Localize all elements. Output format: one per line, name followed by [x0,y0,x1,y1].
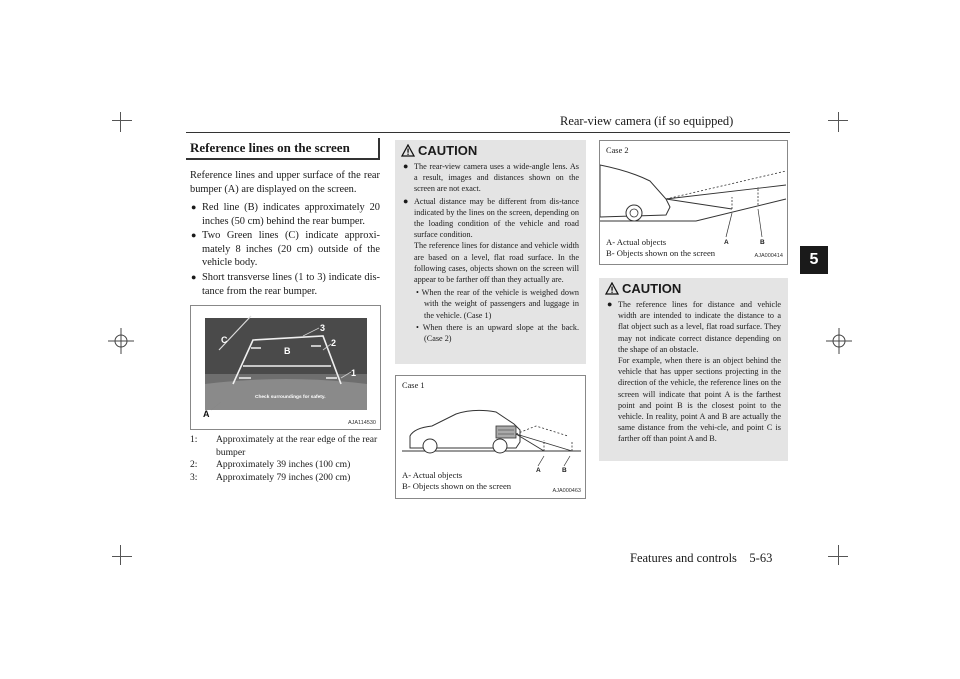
callout-b: B [284,346,291,356]
caution-title: CAUTION [599,278,788,299]
warning-triangle-icon [605,282,619,295]
case2-figure-code: AJA000414 [754,253,783,259]
section-bullets [190,201,380,299]
caution-item-extra: For example, when there is an object behind the vehicle that has upper sections projecting in the direction of the vehicle, the reference lines on the screen will indicate that point A is the farthest point and point B is the closest point to the vehicle. In reality, point A and B are actually the same distance from the vehi-cle, and point C is farther off than point A and B. [618,356,781,444]
case1-legend: A- Actual objects B- Objects shown on the screen [402,470,512,492]
chapter-tab: 5 [800,246,828,274]
caution-title: CAUTION [395,140,586,161]
case1-figure-code: AJA000463 [552,488,581,494]
crop-mark [838,112,839,132]
crop-mark [828,556,848,557]
bullet-item: ● Two Green lines (C) indicate approxi-mately 8 inches (20 cm) outside of the vehicle body. [191,230,380,269]
case2-legend: A- Actual objects B- Objects shown on the screen [606,237,716,259]
bullet-item: ● Red line (B) indicates approximately 20 inches (50 cm) behind the rear bumper. [191,202,380,227]
caution-item-extra: The reference lines for distance and vehicle width are based on a level, flat road surface. In the following cases, objects shown on the screen will appear to be farther off than they actually are. [414,241,579,285]
caution-sub-item: • When the rear of the vehicle is weighed down with the weight of passengers and luggage in the vehicle. (Case 1) [416,288,579,320]
crop-mark [828,120,848,121]
section-intro: Reference lines and upper surface of the rear bumper (A) are displayed on the screen. [190,170,380,195]
crop-mark [112,120,132,121]
crop-mark [112,556,132,557]
page-header-title: Rear-view camera (if so equipped) [560,114,734,128]
section-heading: Reference lines on the screen [186,138,380,160]
crop-mark [838,545,839,565]
callout-c: C [221,335,228,345]
case2-label: Case 2 [606,146,629,155]
registration-mark [108,328,134,354]
case2-figure [599,140,788,265]
screen-message: Check surroundings for safety. [255,395,326,400]
caution-item: ● Actual distance may be different from dis-tance indicated by the lines on the screen, depending on the loading condition of the vehicle and road surface condition. The reference lines for distance and vehicle width are based on a level, flat road surface. In the following cases, objects shown on the screen will appear to be farther off than they actually are. • When the rear of the vehicle is weighed down with the weight of passengers and luggage in the vehicle. (Case 1) • When there is an upward slope at the back. (Case 2) [403,195,579,344]
crop-mark [120,112,121,132]
warning-triangle-icon [401,144,415,157]
case1-figure [395,375,586,499]
caution-box [395,140,586,364]
figure-legend [190,434,382,484]
legend-item: 3: Approximately 79 inches (200 cm) [190,471,351,483]
callout-2: 2 [331,338,337,348]
callout-a: A [203,409,210,419]
caution-item: ● The rear-view camera uses a wide-angle lens. As a result, images and distances shown on the screen are not exact. [403,161,579,194]
caution-box-2 [599,278,788,461]
crop-mark [120,545,121,565]
legend-item: 2: Approximately 39 inches (100 cm) [190,459,351,471]
bullet-item: ● Short transverse lines (1 to 3) indicate dis-tance from the rear bumper. [191,271,380,297]
caution-sub-item: • When there is an upward slope at the back. (Case 2) [416,322,579,344]
case2-mark-a: A [724,239,729,246]
case1-mark-b: B [562,467,567,474]
legend-item: 1: Approximately at the rear edge of the rear bumper [190,434,378,458]
case2-mark-b: B [760,239,765,246]
callout-3: 3 [320,323,326,333]
screen-figure [190,305,381,430]
callout-1: 1 [351,368,357,378]
registration-mark [826,328,852,354]
header-rule [186,132,790,133]
page-footer: Features and controls 5-63 [630,551,773,565]
figure-code: AJA114530 [347,420,376,426]
case1-label: Case 1 [402,381,425,390]
case1-mark-a: A [536,467,541,474]
caution-item: ● The reference lines for distance and vehicle width are intended to indicate the distance to a flat object such as a level, flat road surface. They may not indicate correct distance depending on the shape of an obstacle. For example, when there is an object behind the vehicle that has upper sections projecting in the direction of the vehicle, the reference lines on the screen will indicate that point A is the farthest point and point B is the closest point to the vehicle. In reality, point A and B are actually the same distance from the vehi-cle, and point C is farther off than point A and B. [607,299,781,444]
